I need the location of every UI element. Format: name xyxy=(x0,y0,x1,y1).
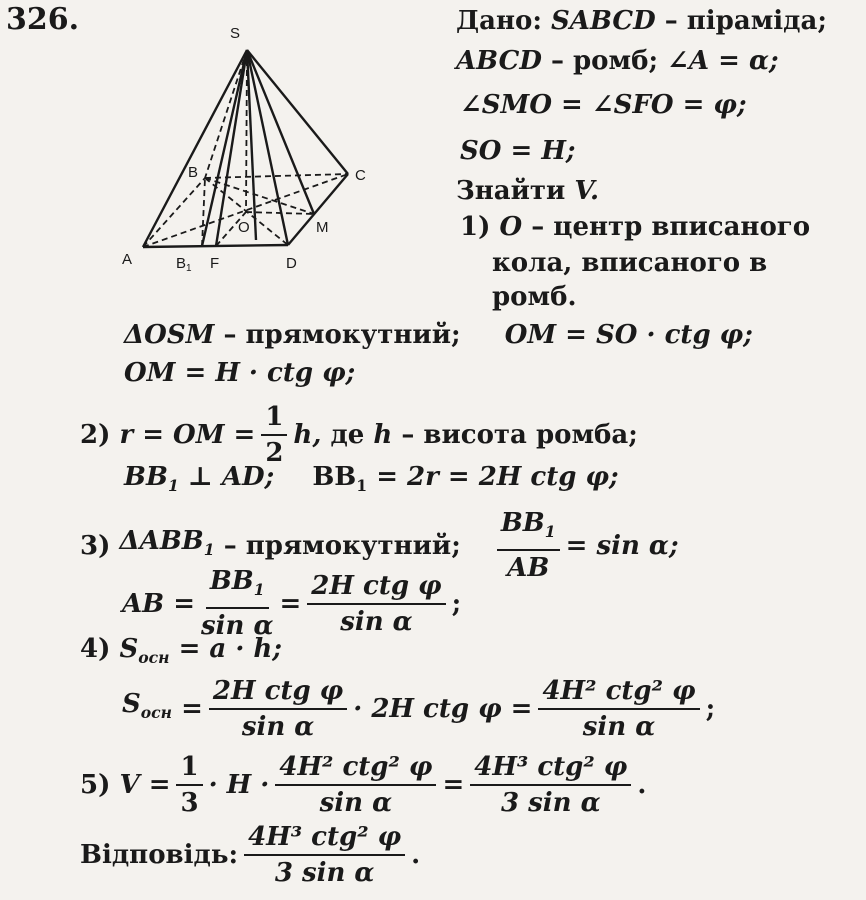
given-line-4: SO = H; xyxy=(460,136,576,166)
s-eq: = xyxy=(181,694,203,724)
label-c: C xyxy=(355,167,366,184)
step2-h2: h xyxy=(373,420,393,450)
step1-text-1: – центр вписаного xyxy=(531,212,811,242)
seg-om xyxy=(246,212,314,214)
right-triangle-text: – прямокутний; xyxy=(223,320,461,350)
step2-de: де xyxy=(330,420,365,450)
step1-o: O xyxy=(499,212,523,242)
find-variable: V. xyxy=(574,176,600,206)
fraction-one-half xyxy=(261,402,287,468)
edge-sb1 xyxy=(202,50,247,246)
perp-ad: ⊥ AD; xyxy=(187,462,275,492)
pyramid-name: SABCD xyxy=(551,6,656,36)
sin-alpha-eq: = sin α; xyxy=(565,530,679,561)
answer-end: . xyxy=(411,840,421,870)
fraction-4h3-ctg2-3sin: $\frac{\text{4H³ ctg² φ}}{\text{3 sin α}}$ xyxy=(470,752,631,818)
step5-line xyxy=(80,752,646,818)
label-b: B xyxy=(188,164,199,181)
find-line xyxy=(456,176,599,206)
given-line-3: ∠SMO = ∠SFO = φ; xyxy=(460,90,747,120)
s-base: $S_{осн}$ xyxy=(119,634,170,668)
fraction-4h2-ctg2-sin-v: $\frac{\text{4H² ctg² φ}}{\text{sin α}}$ xyxy=(275,752,436,818)
label-a: A xyxy=(122,251,133,268)
step3-number: 3) xyxy=(80,530,111,561)
step2-h: h, xyxy=(293,420,322,450)
bb1-formula: = 2r = 2H ctg φ; xyxy=(376,462,619,492)
triangle-osm-line xyxy=(124,320,753,350)
base-desc: – ромб; xyxy=(550,46,659,76)
edge-sc xyxy=(247,50,348,174)
fraction-bb1-ab: $\frac{BB_1}{AB}$ xyxy=(497,508,560,583)
label-b1: $B_1$ xyxy=(176,255,192,274)
step4-line-1 xyxy=(80,634,282,673)
bb1-b: $BB_1$ xyxy=(312,462,368,496)
answer-label: Відповідь: xyxy=(80,840,239,870)
label-o: O xyxy=(238,219,250,236)
fraction-4h2-ctg2-sin: $\frac{\text{4H² ctg² φ}}{\text{sin α}}$ xyxy=(538,676,699,742)
step1-number: 1) xyxy=(460,212,491,242)
pyramid-desc: – піраміда; xyxy=(664,6,827,36)
ab-end: ; xyxy=(451,588,462,619)
label-f: F xyxy=(210,255,220,272)
s-mid: · 2H ctg φ = xyxy=(353,694,533,724)
step3-line-2 xyxy=(122,566,461,641)
angle-a: ∠A = α; xyxy=(667,46,779,76)
s-base-formula: = a · h; xyxy=(178,634,282,664)
pyramid-figure xyxy=(110,20,400,280)
ab-eq-2: = xyxy=(279,588,302,619)
given-line-1 xyxy=(456,6,827,36)
v-end: . xyxy=(637,770,647,800)
step2-line-1 xyxy=(80,402,638,468)
v-eq: V = xyxy=(119,770,171,800)
step1-line-3: ромб. xyxy=(492,282,577,312)
om-formula: OM = SO · ctg φ; xyxy=(504,320,753,350)
v-eq-2: = xyxy=(442,770,465,800)
base-name: ABCD xyxy=(456,46,542,76)
step2-rest: – висота ромба; xyxy=(401,420,638,450)
v-mid: · H · xyxy=(208,770,270,800)
answer-line xyxy=(80,822,420,888)
answer-fraction: $\frac{\text{4H³ ctg² φ}}{\text{3 sin α}}$ xyxy=(244,822,405,888)
given-line-2 xyxy=(456,46,779,76)
label-s: S xyxy=(230,25,241,42)
step2-line-2 xyxy=(124,462,619,501)
step4-number: 4) xyxy=(80,634,111,664)
fraction-bb1-sin: $\frac{BB_1}{\text{sin α}}$ xyxy=(201,566,274,642)
fraction-one-third: $\frac{1}{3}$ xyxy=(176,752,202,818)
edge-sb xyxy=(205,50,247,178)
step1-line-2: кола, вписаного в xyxy=(492,248,768,278)
triangle-abb1: $\Delta ABB_1$ xyxy=(119,526,215,560)
fraction-denominator: 2 xyxy=(265,438,284,468)
find-label: Знайти xyxy=(456,176,566,206)
fraction-2h-ctg-sin-b: $\frac{\text{2H ctg φ}}{\text{sin α}}$ xyxy=(209,676,347,742)
step5-number: 5) xyxy=(80,770,111,800)
step1-line-1 xyxy=(460,212,810,242)
ab-eq: AB = xyxy=(122,588,195,619)
problem-number: 326. xyxy=(6,2,80,37)
step3-right-text: – прямокутний; xyxy=(223,530,461,561)
step4-line-2 xyxy=(122,676,715,742)
step2-number: 2) xyxy=(80,420,111,450)
label-m: M xyxy=(316,219,329,236)
height-so xyxy=(246,50,247,212)
fraction-2h-ctg-sin: $\frac{\text{2H ctg φ}}{\text{sin α}}$ xyxy=(307,571,445,637)
triangle-osm: ΔOSM xyxy=(124,320,215,350)
om-result: OM = H · ctg φ; xyxy=(124,358,356,388)
given-label: Дано: xyxy=(456,6,542,36)
step2-r: r = OM = xyxy=(119,420,256,450)
s-base-2: $S_{осн}$ xyxy=(122,689,173,723)
label-d: D xyxy=(286,255,297,272)
fraction-numerator: 1 xyxy=(261,402,287,436)
bb1-a: $BB_1$ xyxy=(124,462,179,496)
s-end: ; xyxy=(705,694,716,724)
